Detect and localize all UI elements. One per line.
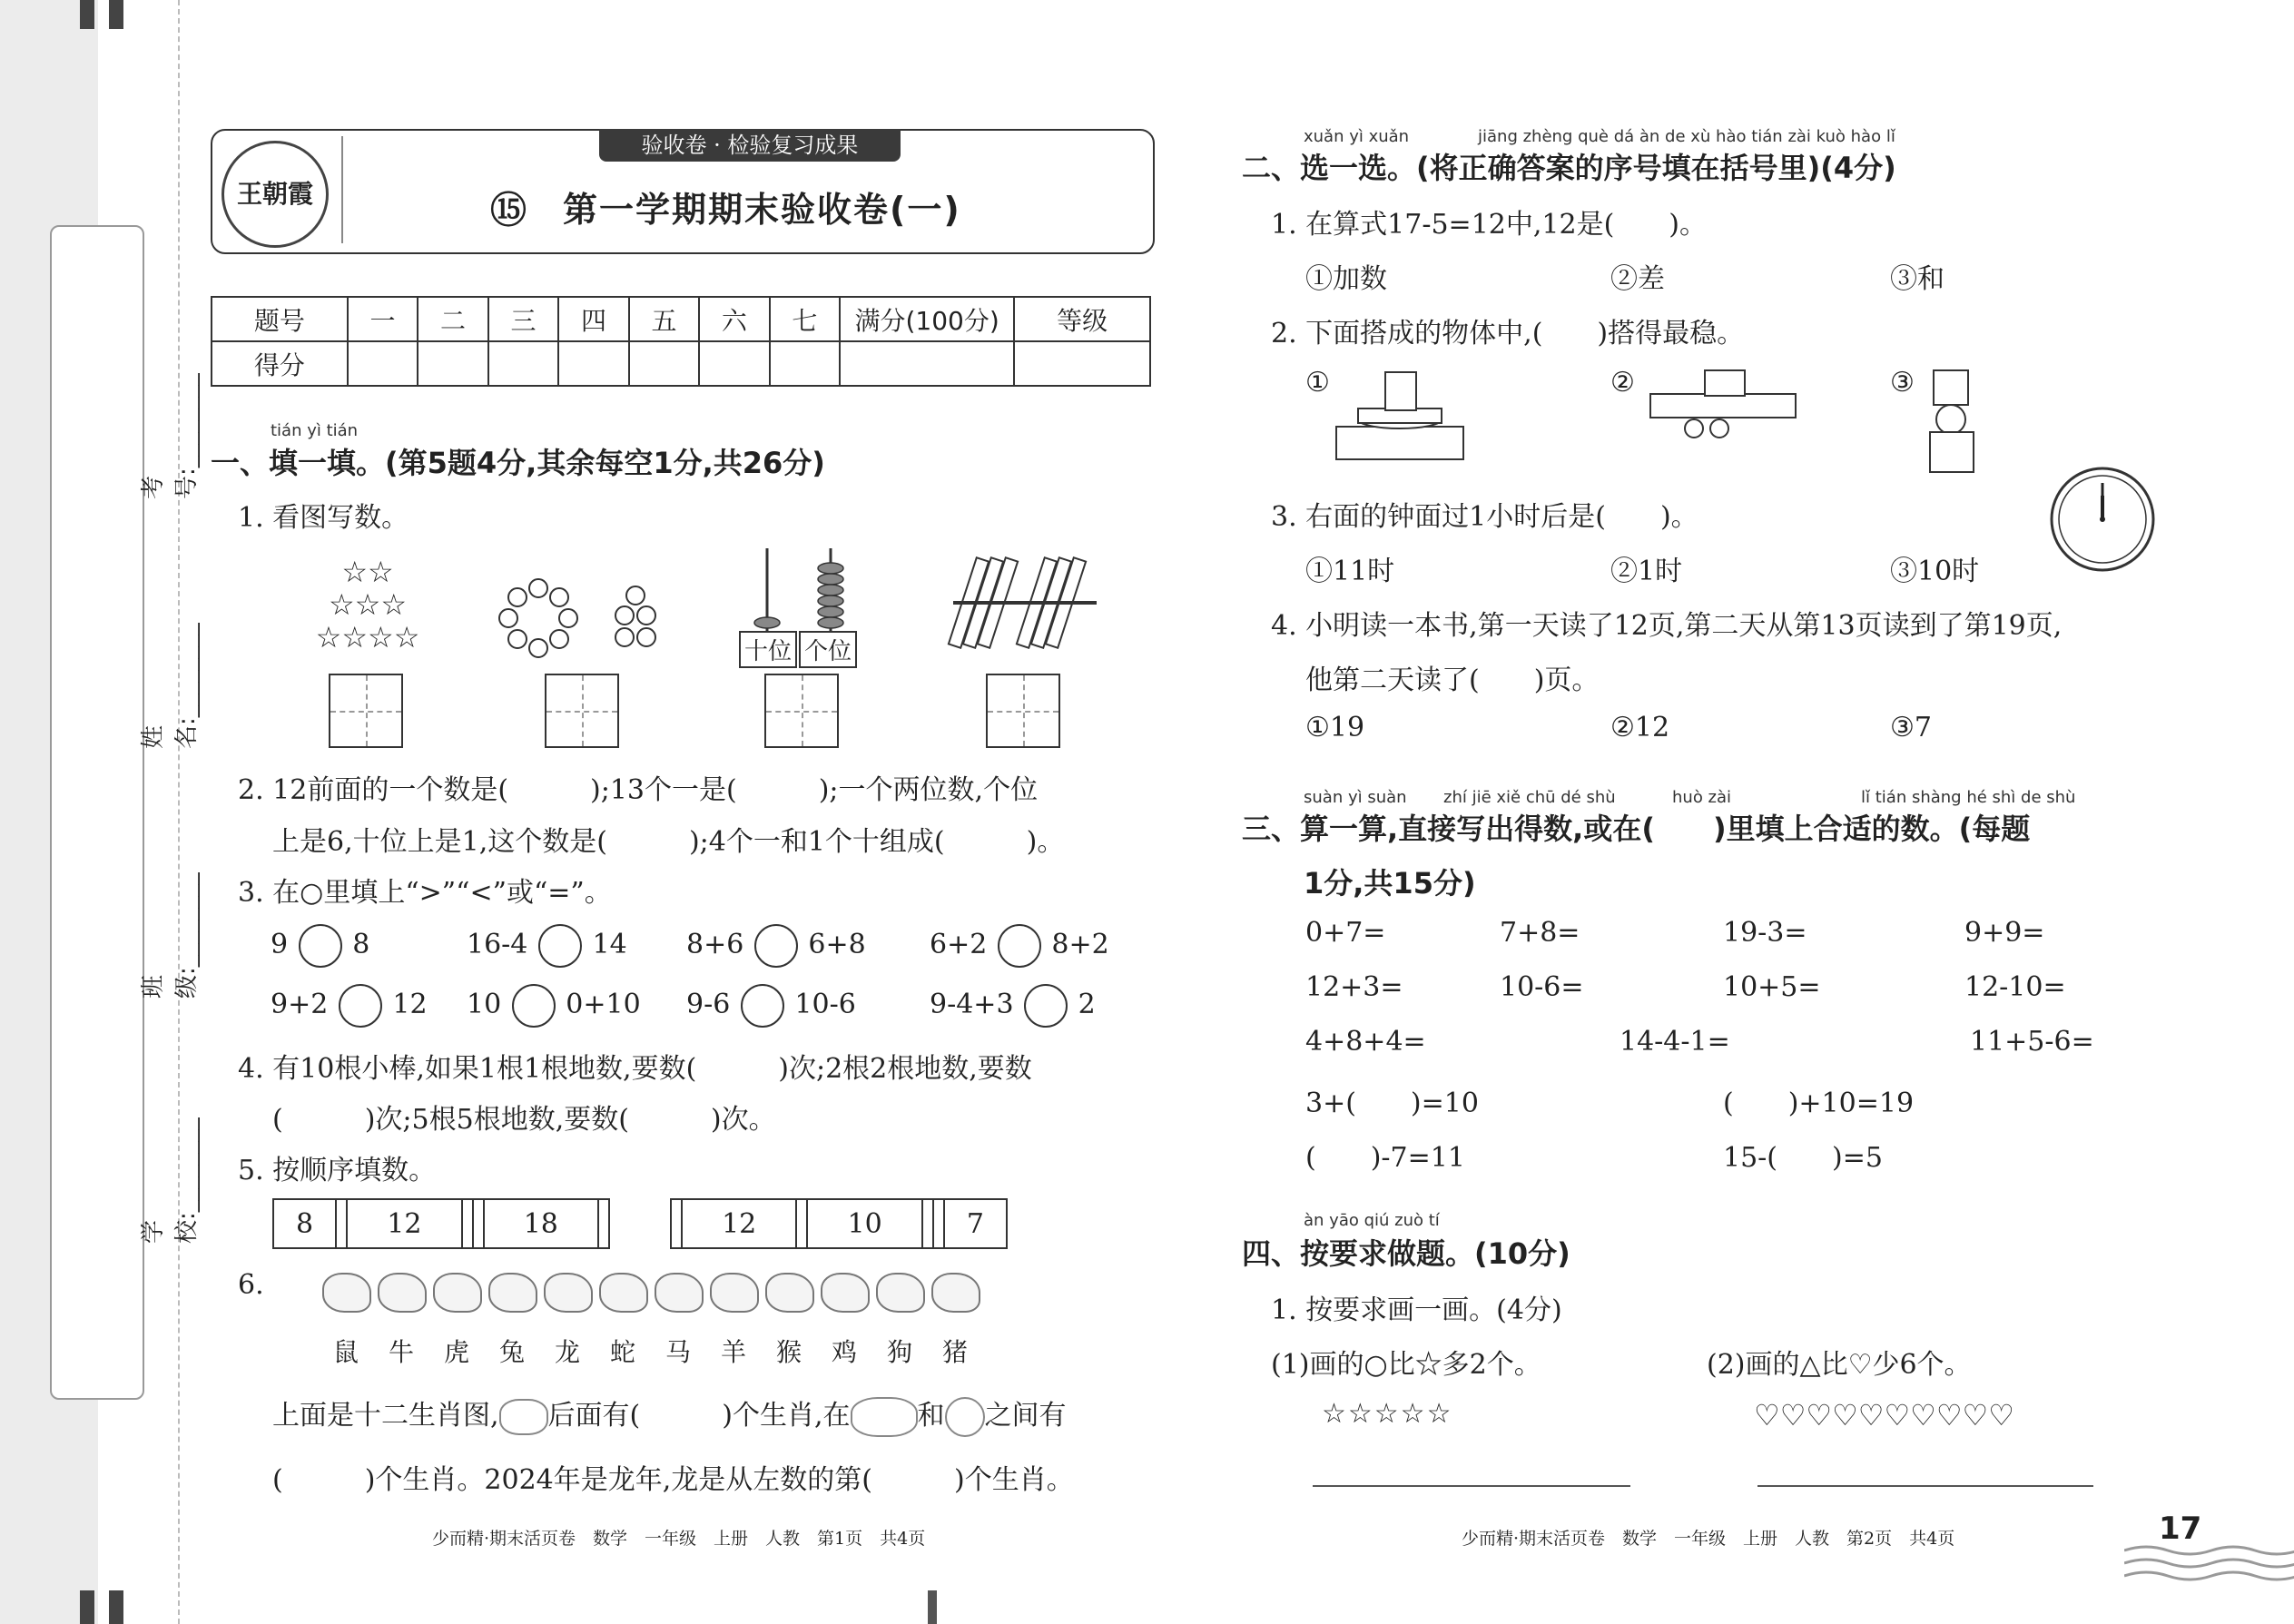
q1-6b: ( )个生肖。2024年是龙年,龙是从左数的第( )个生肖。 — [272, 1464, 1074, 1496]
q2-2: 2. 下面搭成的物体中,( )搭得最稳。 — [1271, 318, 1745, 349]
score-cell[interactable] — [488, 341, 558, 386]
zodiac-label: 鸡 — [832, 1337, 858, 1367]
cut-line — [178, 0, 180, 1624]
zodiac-label: 牛 — [389, 1337, 415, 1367]
calc-item: 7+8= — [1500, 917, 1580, 949]
zodiac-label: 兔 — [499, 1337, 526, 1367]
calc-item: 4+8+4= — [1305, 1026, 1426, 1058]
section4-title: 四、按要求做题。(10分) — [1242, 1236, 1570, 1271]
option: ③和 — [1890, 263, 1944, 295]
score-header: 七 — [770, 297, 840, 341]
crop-mark — [928, 1590, 937, 1624]
score-header: 一 — [348, 297, 418, 341]
q1-1: 1. 看图写数。 — [238, 502, 409, 534]
crop-mark — [109, 0, 123, 29]
sequence-cell: 8 — [273, 1199, 336, 1248]
score-table — [211, 296, 1151, 387]
score-header: 五 — [629, 297, 699, 341]
header-ribbon: 验收卷 · 检验复习成果 — [599, 129, 901, 162]
compare-item: 9+2 12 — [271, 984, 428, 1028]
compare-circle[interactable] — [741, 984, 784, 1028]
compare-item: 16-4 14 — [467, 924, 627, 968]
option: ③7 — [1890, 712, 1932, 743]
compare-circle[interactable] — [339, 984, 382, 1028]
sequence-cell: 12 — [682, 1199, 796, 1248]
option: ① — [1305, 367, 1330, 399]
stack-figure-3 — [1925, 363, 1988, 477]
sticks-picture — [944, 548, 1108, 661]
name-field[interactable]: 姓名:________ — [140, 623, 201, 749]
sequence-cell[interactable] — [336, 1199, 347, 1248]
zodiac-animal-icon — [765, 1273, 814, 1313]
score-cell[interactable] — [629, 341, 699, 386]
sequence-cell[interactable] — [473, 1199, 484, 1248]
score-cell[interactable] — [1014, 341, 1150, 386]
sequence-cell[interactable] — [462, 1199, 473, 1248]
page-title: 第一学期期末验收卷(一) — [563, 190, 961, 230]
page-number: 17 — [2159, 1511, 2202, 1547]
clock-face — [2048, 465, 2157, 574]
zodiac-animal-icon — [876, 1273, 925, 1313]
compare-item: 8+6 6+8 — [686, 924, 866, 968]
abacus-tens-label: 十位 — [739, 631, 797, 668]
sequence-cell[interactable] — [671, 1199, 682, 1248]
school-field[interactable]: 学校:________ — [140, 1117, 201, 1244]
zodiac-animal-icon — [322, 1273, 371, 1313]
option: ② — [1610, 367, 1635, 399]
zodiac-label: 猴 — [776, 1337, 802, 1367]
crop-mark — [80, 1590, 94, 1624]
q2-4b: 他第二天读了( )页。 — [1305, 664, 1600, 696]
q1-3: 3. 在○里填上“>”“<”或“=”。 — [238, 877, 612, 909]
snake-icon — [945, 1397, 985, 1437]
score-header: 二 — [418, 297, 487, 341]
section1-title: 一、填一填。(第5题4分,其余每空1分,共26分) — [211, 446, 825, 480]
option: ③ — [1890, 367, 1915, 399]
beads-picture — [497, 577, 583, 663]
sequence-cell: 18 — [484, 1199, 598, 1248]
score-cell[interactable] — [418, 341, 487, 386]
compare-item: 10 0+10 — [467, 984, 641, 1028]
class-field[interactable]: 班级:________ — [140, 872, 201, 999]
q4-1: 1. 按要求画一画。(4分) — [1271, 1294, 1562, 1326]
calc-item: 9+9= — [1964, 917, 2045, 949]
sequence-cell: 7 — [944, 1199, 1007, 1248]
section2-pinyin: xuǎn yì xuǎn — [1304, 127, 1410, 146]
section2-title: 二、选一选。(将正确答案的序号填在括号里)(4分) — [1242, 151, 1896, 185]
calc-item: 3+( )=10 — [1305, 1088, 1479, 1119]
abacus-picture — [735, 545, 862, 639]
compare-item: 6+2 8+2 — [930, 924, 1109, 968]
wave-decoration — [2124, 1543, 2294, 1589]
zodiac-animal-icon — [433, 1273, 482, 1313]
q2-3: 3. 右面的钟面过1小时后是( )。 — [1271, 501, 1698, 533]
sequence-row-2 — [670, 1198, 1008, 1249]
calc-item: 10+5= — [1723, 971, 1821, 1003]
score-header: 题号 — [212, 297, 348, 341]
sequence-cell[interactable] — [598, 1199, 609, 1248]
zodiac-label: 马 — [665, 1337, 692, 1367]
q2-4a: 4. 小明读一本书,第一天读了12页,第二天从第13页读到了第19页, — [1271, 610, 2063, 642]
sequence-cell[interactable] — [922, 1199, 933, 1248]
section4-pinyin: àn yāo qiú zuò tí — [1304, 1211, 1440, 1230]
zodiac-animal-icon — [710, 1273, 759, 1313]
q4-1-part2: (2)画的△比♡少6个。 — [1707, 1349, 1972, 1381]
answer-box[interactable] — [545, 674, 619, 748]
stars-picture: ☆☆ ☆☆☆ ☆☆☆☆ — [315, 555, 420, 655]
score-cell[interactable] — [840, 341, 1014, 386]
zodiac-label: 虎 — [444, 1337, 470, 1367]
score-cell[interactable] — [348, 341, 418, 386]
q2-1: 1. 在算式17-5=12中,12是( )。 — [1271, 209, 1707, 241]
section3-pinyin: zhí jiē xiě chū dé shù — [1443, 788, 1616, 807]
q1-6: 6. — [238, 1269, 264, 1301]
q1-4a: 4. 有10根小棒,如果1根1根地数,要数( )次;2根2根地数,要数 — [238, 1053, 1032, 1085]
ox-icon — [851, 1397, 918, 1437]
crop-mark — [109, 1590, 123, 1624]
compare-circle[interactable] — [754, 924, 798, 968]
score-header: 三 — [488, 297, 558, 341]
zodiac-animal-icon — [655, 1273, 704, 1313]
option: ②1时 — [1610, 556, 1683, 587]
calc-item: 12-10= — [1964, 971, 2066, 1003]
zodiac-animal-icon — [599, 1273, 648, 1313]
answer-box[interactable] — [329, 674, 403, 748]
zodiac-animal-icon — [488, 1273, 537, 1313]
option: ①19 — [1305, 712, 1365, 743]
number-field[interactable]: 考号:________ — [140, 373, 201, 499]
calc-item: 0+7= — [1305, 917, 1386, 949]
zodiac-label: 狗 — [887, 1337, 913, 1367]
section1-pinyin: tián yì tián — [271, 421, 359, 440]
zodiac-label: 鼠 — [333, 1337, 359, 1367]
stack-figure-1 — [1333, 363, 1469, 463]
option: ②差 — [1610, 263, 1665, 295]
q4-1-part1: (1)画的○比☆多2个。 — [1271, 1349, 1541, 1381]
heart-row: ♡♡♡♡♡♡♡♡♡♡ — [1754, 1398, 2014, 1432]
section3-title: 三、算一算,直接写出得数,或在( )里填上合适的数。(每题 — [1242, 812, 2031, 846]
sequence-cell[interactable] — [796, 1199, 807, 1248]
score-cell[interactable] — [770, 341, 840, 386]
score-row-label: 得分 — [212, 341, 348, 386]
calc-item: 10-6= — [1500, 971, 1584, 1003]
star-row: ☆☆☆☆☆ — [1322, 1398, 1453, 1430]
zodiac-label: 羊 — [721, 1337, 747, 1367]
zodiac-animal-icon — [931, 1273, 980, 1313]
answer-box[interactable] — [986, 674, 1060, 748]
section3-pinyin: huò zài — [1672, 788, 1732, 807]
sequence-cell[interactable] — [933, 1199, 944, 1248]
drawing-line[interactable] — [1757, 1485, 2093, 1487]
score-cell[interactable] — [699, 341, 769, 386]
score-cell[interactable] — [558, 341, 628, 386]
q1-2a: 2. 12前面的一个数是( );13个一是( );一个两位数,个位 — [238, 774, 1039, 806]
zodiac-label: 猪 — [942, 1337, 969, 1367]
compare-circle[interactable] — [1024, 984, 1068, 1028]
brand-logo: 王朝霞 — [222, 141, 329, 248]
info-box — [50, 225, 144, 1400]
sequence-row-1 — [272, 1198, 610, 1249]
drawing-line[interactable] — [1313, 1485, 1630, 1487]
compare-circle[interactable] — [538, 924, 582, 968]
title-badge: ⑮ — [490, 190, 527, 231]
footer-right: 少而精·期末活页卷 数学 一年级 上册 人教 第2页 共4页 — [1462, 1529, 1955, 1549]
compare-item: 9-4+3 2 — [930, 984, 1096, 1028]
calc-item: 19-3= — [1723, 917, 1807, 949]
option: ①11时 — [1305, 556, 1395, 587]
abacus-ones-label: 个位 — [799, 631, 857, 668]
calc-item: 14-4-1= — [1620, 1026, 1730, 1058]
rabbit-icon — [499, 1399, 548, 1435]
option: ①加数 — [1305, 263, 1387, 295]
q1-6a: 上面是十二生肖图, 后面有( )个生肖,在 和 之间有 — [272, 1393, 1067, 1437]
compare-item: 9 8 — [271, 924, 369, 968]
zodiac-label: 蛇 — [610, 1337, 636, 1367]
calc-item: 15-( )=5 — [1723, 1142, 1883, 1174]
section3-title-cont: 1分,共15分) — [1304, 866, 1476, 901]
compare-circle[interactable] — [299, 924, 342, 968]
score-header: 六 — [699, 297, 769, 341]
sequence-cell: 12 — [347, 1199, 461, 1248]
score-header: 四 — [558, 297, 628, 341]
zodiac-animal-icon — [821, 1273, 870, 1313]
score-header: 等级 — [1014, 297, 1150, 341]
section3-pinyin: suàn yì suàn — [1304, 788, 1407, 807]
footer-left: 少而精·期末活页卷 数学 一年级 上册 人教 第1页 共4页 — [432, 1529, 926, 1549]
answer-box[interactable] — [764, 674, 839, 748]
compare-circle[interactable] — [998, 924, 1041, 968]
stack-figure-2 — [1643, 363, 1807, 445]
sequence-cell: 10 — [807, 1199, 921, 1248]
zodiac-animal-icon — [378, 1273, 427, 1313]
compare-item: 9-6 10-6 — [686, 984, 856, 1028]
score-header: 满分(100分) — [840, 297, 1014, 341]
q1-2b: 上是6,十位上是1,这个数是( );4个一和1个十组成( )。 — [272, 826, 1065, 858]
crop-mark — [80, 0, 94, 29]
option: ③10时 — [1890, 556, 1980, 587]
section3-pinyin: lǐ tián shàng hé shì de shù — [1861, 788, 2076, 807]
calc-item: ( )+10=19 — [1723, 1088, 1915, 1119]
calc-item: 11+5-6= — [1970, 1026, 2094, 1058]
q1-4b: ( )次;5根5根地数,要数( )次。 — [272, 1104, 776, 1136]
calc-item: ( )-7=11 — [1305, 1142, 1465, 1174]
compare-circle[interactable] — [512, 984, 556, 1028]
option: ②12 — [1610, 712, 1670, 743]
q1-5: 5. 按顺序填数。 — [238, 1155, 437, 1186]
header-divider — [341, 136, 343, 243]
section2-pinyin: jiāng zhèng què dá àn de xù hào tián zài kuò hào lǐ — [1478, 127, 1895, 146]
zodiac-label: 龙 — [555, 1337, 581, 1367]
zodiac-animal-icon — [544, 1273, 593, 1313]
calc-item: 12+3= — [1305, 971, 1403, 1003]
